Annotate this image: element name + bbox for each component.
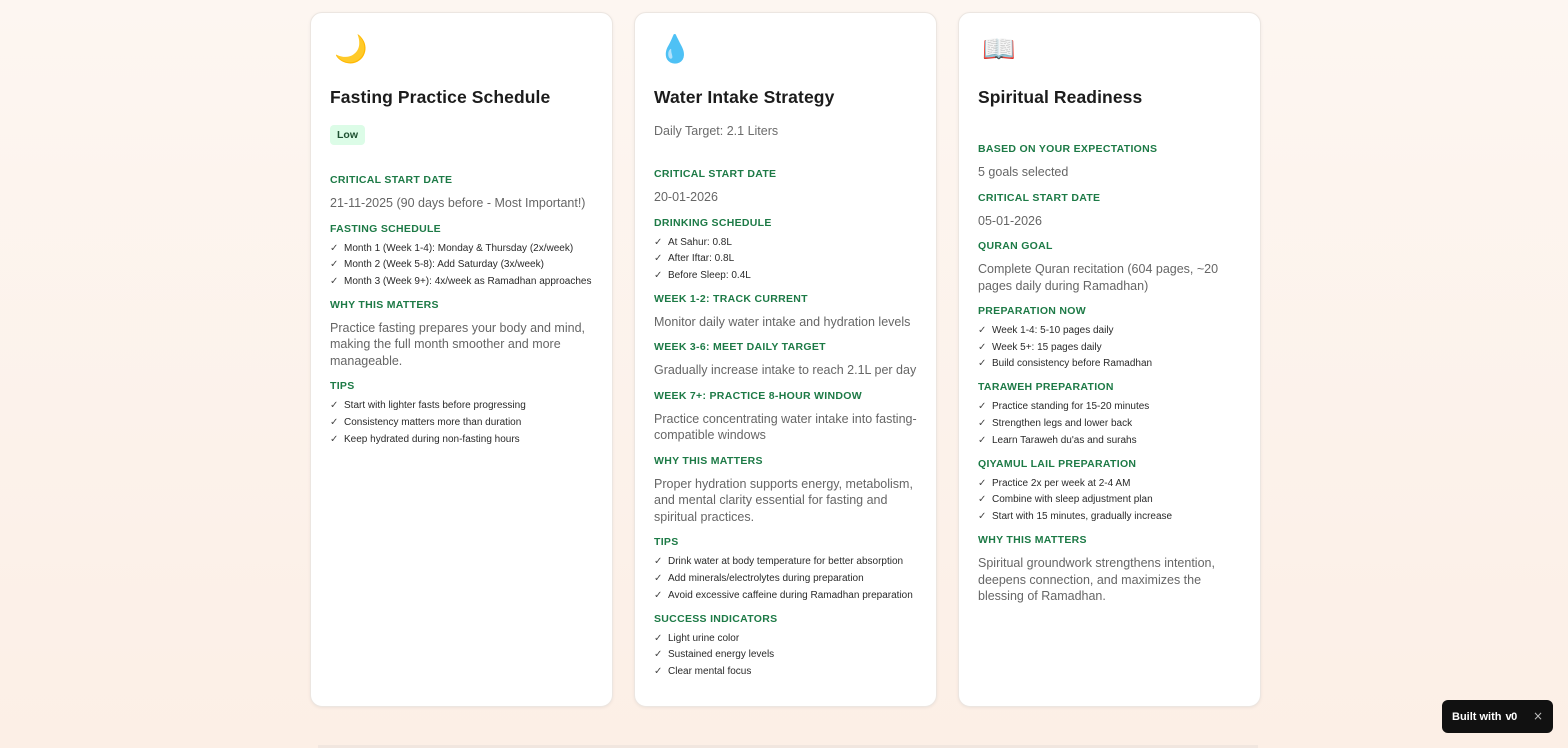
list-item: ✓ Month 2 (Week 5-8): Add Saturday (3x/week) — [330, 259, 544, 271]
check-list — [978, 324, 1241, 370]
section-label: TIPS — [654, 536, 679, 549]
list-item: ✓ Sustained energy levels — [654, 649, 775, 661]
taraweh-section — [978, 380, 1241, 446]
check-icon: ✓ — [978, 434, 987, 446]
week-3-6-text: Gradually increase intake to reach 2.1L per day — [654, 363, 917, 378]
check-icon: ✓ — [330, 416, 339, 428]
card-title: Water Intake Strategy — [654, 87, 835, 107]
list-item: ✓ Combine with sleep adjustment plan — [978, 494, 1153, 506]
list-item: ✓ Week 1-4: 5-10 pages daily — [978, 325, 1114, 336]
list-item: ✓ Month 3 (Week 9+): 4x/week as Ramadhan approaches — [330, 275, 592, 287]
check-icon: ✓ — [654, 236, 663, 248]
section-label: DRINKING SCHEDULE — [654, 216, 772, 229]
section-label: SUCCESS INDICATORS — [654, 612, 778, 625]
check-icon: ✓ — [978, 325, 987, 336]
list-item: ✓ After Iftar: 0.8L — [654, 253, 735, 265]
section-label: WHY THIS MATTERS — [330, 298, 439, 311]
section-label: QIYAMUL LAIL PREPARATION — [978, 457, 1137, 470]
week-7-text: Practice concentrating water intake into fasting-compatible windows — [654, 411, 917, 443]
list-item: ✓ Clear mental focus — [654, 665, 752, 677]
check-icon: ✓ — [654, 572, 663, 584]
check-list — [978, 477, 1241, 523]
check-icon: ✓ — [330, 242, 339, 254]
start-date-value: 21-11-2025 (90 days before - Most Important!) — [330, 196, 586, 210]
close-icon[interactable]: × — [1532, 709, 1543, 723]
check-icon: ✓ — [978, 510, 987, 522]
level-badge: Low — [330, 125, 365, 145]
section-label: WEEK 7+: PRACTICE 8-HOUR WINDOW — [654, 389, 862, 402]
week-3-6-section — [654, 340, 917, 379]
fasting-schedule-section — [330, 222, 593, 288]
week-7-section — [654, 389, 917, 444]
why-section — [654, 454, 917, 526]
tips-section — [654, 535, 917, 601]
section-label: WEEK 3-6: MEET DAILY TARGET — [654, 341, 826, 354]
list-item: ✓ Month 1 (Week 1-4): Monday & Thursday (2x/week) — [330, 242, 574, 254]
check-icon: ✓ — [330, 275, 339, 287]
list-item: ✓ Before Sleep: 0.4L — [654, 269, 751, 281]
why-section — [330, 298, 593, 370]
week-1-2-text: Monitor daily water intake and hydration levels — [654, 314, 911, 329]
why-section — [978, 533, 1241, 605]
cards-row — [310, 12, 1261, 707]
quran-goal-text: Complete Quran recitation (604 pages, ~20 pages daily during Ramadhan) — [978, 262, 1219, 293]
list-item: ✓ At Sahur: 0.8L — [654, 236, 732, 248]
drinking-schedule-section — [654, 216, 917, 282]
section-label: WHY THIS MATTERS — [654, 454, 763, 467]
check-icon: ✓ — [654, 665, 663, 677]
built-with-v0-badge[interactable] — [1442, 700, 1553, 733]
check-icon: ✓ — [978, 494, 987, 506]
fasting-schedule-card — [310, 12, 613, 707]
check-list — [330, 399, 593, 445]
crescent-moon-icon: 🌙 — [334, 34, 368, 65]
list-item: ✓ Start with lighter fasts before progressing — [330, 400, 526, 412]
check-list — [654, 632, 917, 678]
check-icon: ✓ — [654, 649, 663, 661]
section-label: CRITICAL START DATE — [978, 191, 1101, 204]
section-label: TARAWEH PREPARATION — [978, 381, 1114, 394]
why-text: Proper hydration supports energy, metabolism, and mental clarity essential for fasting and spiritual practices. — [654, 476, 913, 524]
check-icon: ✓ — [654, 589, 663, 601]
list-item: ✓ Light urine color — [654, 632, 740, 644]
critical-start-section — [654, 167, 917, 206]
list-item: ✓ Build consistency before Ramadhan — [978, 358, 1153, 370]
check-list — [654, 236, 917, 282]
spiritual-readiness-card — [958, 12, 1261, 707]
water-drop-icon: 💧 — [658, 34, 692, 65]
check-icon: ✓ — [978, 477, 987, 489]
daily-target-text: Daily Target: 2.1 Liters — [654, 124, 779, 138]
check-list — [654, 555, 917, 601]
list-item: ✓ Practice standing for 15-20 minutes — [978, 401, 1150, 413]
why-text: Spiritual groundwork strengthens intention, deepens connection, and maximizes the blessing of Ramadhan. — [978, 556, 1215, 604]
tips-section — [330, 379, 593, 445]
check-icon: ✓ — [654, 253, 663, 265]
section-label: WEEK 1-2: TRACK CURRENT — [654, 292, 808, 305]
list-item: ✓ Week 5+: 15 pages daily — [978, 341, 1102, 353]
critical-start-section — [330, 173, 593, 212]
list-item: ✓ Consistency matters more than duration — [330, 416, 522, 428]
goals-selected-text: 5 goals selected — [978, 165, 1069, 179]
card-title: Fasting Practice Schedule — [330, 87, 551, 107]
check-icon: ✓ — [654, 556, 663, 568]
section-label: FASTING SCHEDULE — [330, 222, 441, 235]
section-label: BASED ON YOUR EXPECTATIONS — [978, 143, 1158, 155]
check-icon: ✓ — [978, 358, 987, 370]
built-with-label: Built with — [1452, 710, 1502, 723]
start-date-value: 20-01-2026 — [654, 190, 718, 204]
start-date-value: 05-01-2026 — [978, 213, 1042, 228]
check-icon: ✓ — [654, 269, 663, 281]
list-item: ✓ Keep hydrated during non-fasting hours — [330, 433, 520, 445]
open-book-icon: 📖 — [982, 34, 1016, 65]
check-icon: ✓ — [330, 400, 339, 412]
check-list — [330, 242, 593, 288]
success-indicators-section — [654, 612, 917, 678]
check-icon: ✓ — [330, 259, 339, 271]
list-item: ✓ Learn Taraweh du'as and surahs — [978, 434, 1137, 446]
section-label: CRITICAL START DATE — [330, 174, 453, 186]
list-item: ✓ Drink water at body temperature for better absorption — [654, 556, 904, 568]
section-label: WHY THIS MATTERS — [978, 534, 1087, 547]
expectations-section — [978, 142, 1241, 181]
preparation-now-section — [978, 304, 1241, 370]
quran-goal-section — [978, 239, 1241, 294]
check-icon: ✓ — [330, 433, 339, 445]
qiyamul-lail-section — [978, 457, 1241, 523]
week-1-2-section — [654, 292, 917, 331]
check-icon: ✓ — [978, 401, 987, 413]
list-item: ✓ Add minerals/electrolytes during preparation — [654, 572, 864, 584]
check-icon: ✓ — [978, 341, 987, 353]
section-label: QURAN GOAL — [978, 240, 1053, 252]
section-label: CRITICAL START DATE — [654, 168, 777, 180]
water-intake-card — [634, 12, 937, 707]
check-icon: ✓ — [654, 632, 663, 644]
check-icon: ✓ — [978, 417, 987, 429]
card-title: Spiritual Readiness — [978, 87, 1143, 107]
section-label: PREPARATION NOW — [978, 305, 1086, 317]
list-item: ✓ Start with 15 minutes, gradually increase — [978, 510, 1173, 522]
list-item: ✓ Practice 2x per week at 2-4 AM — [978, 477, 1131, 489]
list-item: ✓ Strengthen legs and lower back — [978, 417, 1133, 429]
why-text: Practice fasting prepares your body and mind, making the full month smoother and more manageable. — [330, 320, 585, 368]
v0-logo-icon: v0 — [1505, 710, 1517, 723]
section-label: TIPS — [330, 380, 355, 393]
check-list — [978, 400, 1241, 446]
list-item: ✓ Avoid excessive caffeine during Ramadhan preparation — [654, 589, 913, 601]
critical-start-section — [978, 191, 1241, 230]
